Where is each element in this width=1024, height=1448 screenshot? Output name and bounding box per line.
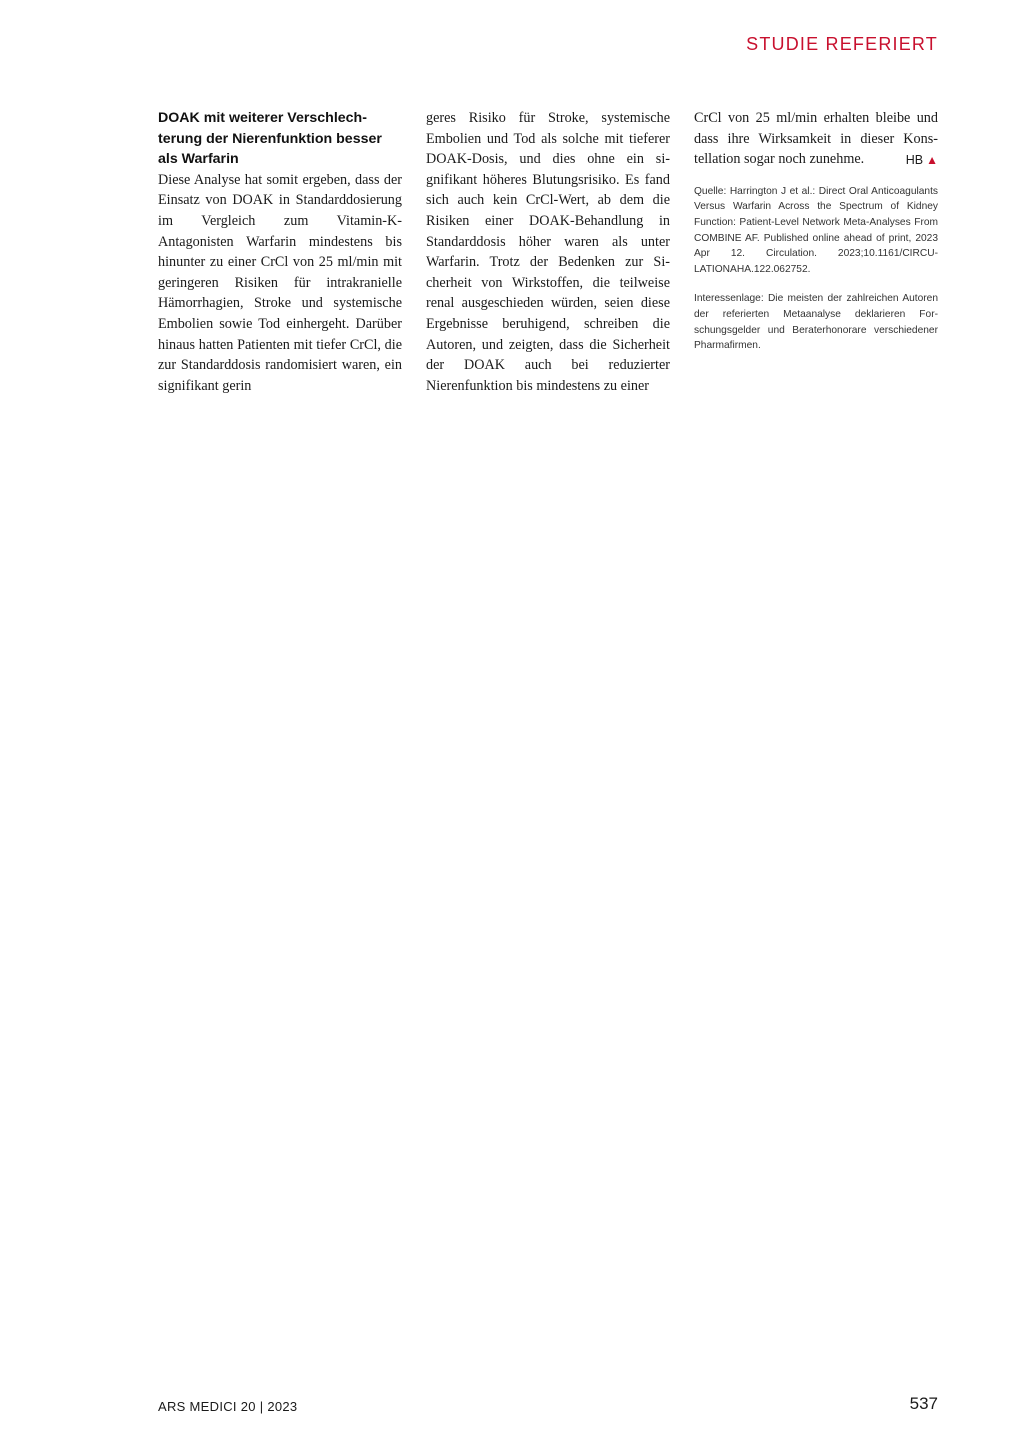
column-1: [158, 108, 402, 396]
article-subheading: DOAK mit weiterer Verschlechterung der Nierenfunktion besser als Warfarin: [158, 110, 382, 168]
body-paragraph-3: [694, 108, 938, 170]
author-initials: HB ▲: [905, 153, 938, 168]
section-label: STUDIE REFERIERT: [746, 34, 938, 54]
column-3: [694, 108, 938, 354]
body-paragraph-1: Diese Analyse hat somit ergeben, dass der Einsatz von DOAK in Standarddosierung im Vergleich zum Vitamin-K-Antagonisten Warfarin mindestens bis hinunter zu einer CrCl von 25 ml/min mit geringeren Risiken für intrakranielle Hämorrhagien, Stroke und systemische Embolien sowie Tod einhergeht. Darüber hinaus hatten Patienten mit tiefer CrCl, die zur Standarddosis randomisiert waren, ein signifikant gerin: [158, 171, 402, 394]
interest-note: Interessenlage: Die meisten der zahlreichen Autoren der referierten Metaanalyse deklarieren Forschungsgelder und Beraterhonorare verschiedener Pharmafirmen.: [694, 293, 938, 352]
journal-footer: ARS MEDICI 20 | 2023: [158, 1399, 298, 1414]
page-number: 537: [909, 1394, 938, 1413]
body-paragraph-3-text: CrCl von 25 ml/min erhalten bleibe und dass ihre Wirksamkeit in dieser Konstellation sogar noch zunehme.: [694, 110, 938, 168]
body-paragraph-2: geres Risiko für Stroke, systemische Embolien und Tod als solche mit tieferer DOAK-Dosis, und dies ohne ein signifikant höheres Blutungsrisiko. Es fand sich auch kein CrCl-Wert, ab dem die Risiken einer DOAK-Behandlung in Standarddosis höher waren als unter Warfarin. Trotz der Bedenken zur Sicherheit von Wirkstoffen, die teilweise renal ausgeschieden würden, seien diese Ergebnisse beruhigend, schreiben die Autoren, und zeigten, dass die Sicherheit der DOAK auch bei reduzierter Nierenfunktion bis mindestens zu einer: [426, 110, 670, 394]
source-note: Quelle: Harrington J et al.: Direct Oral Anticoagulants Versus Warfarin Across the Spectrum of Kidney Function: Patient-Level Network Meta-Analyses From COMBINE AF. Published online ahead of print, 2023 Apr 12. Circulation. 2023;10.1161/CIRCULATIONAHA.122.062752.: [694, 185, 938, 275]
column-2: [426, 108, 670, 396]
end-triangle-icon: ▲: [926, 153, 938, 168]
